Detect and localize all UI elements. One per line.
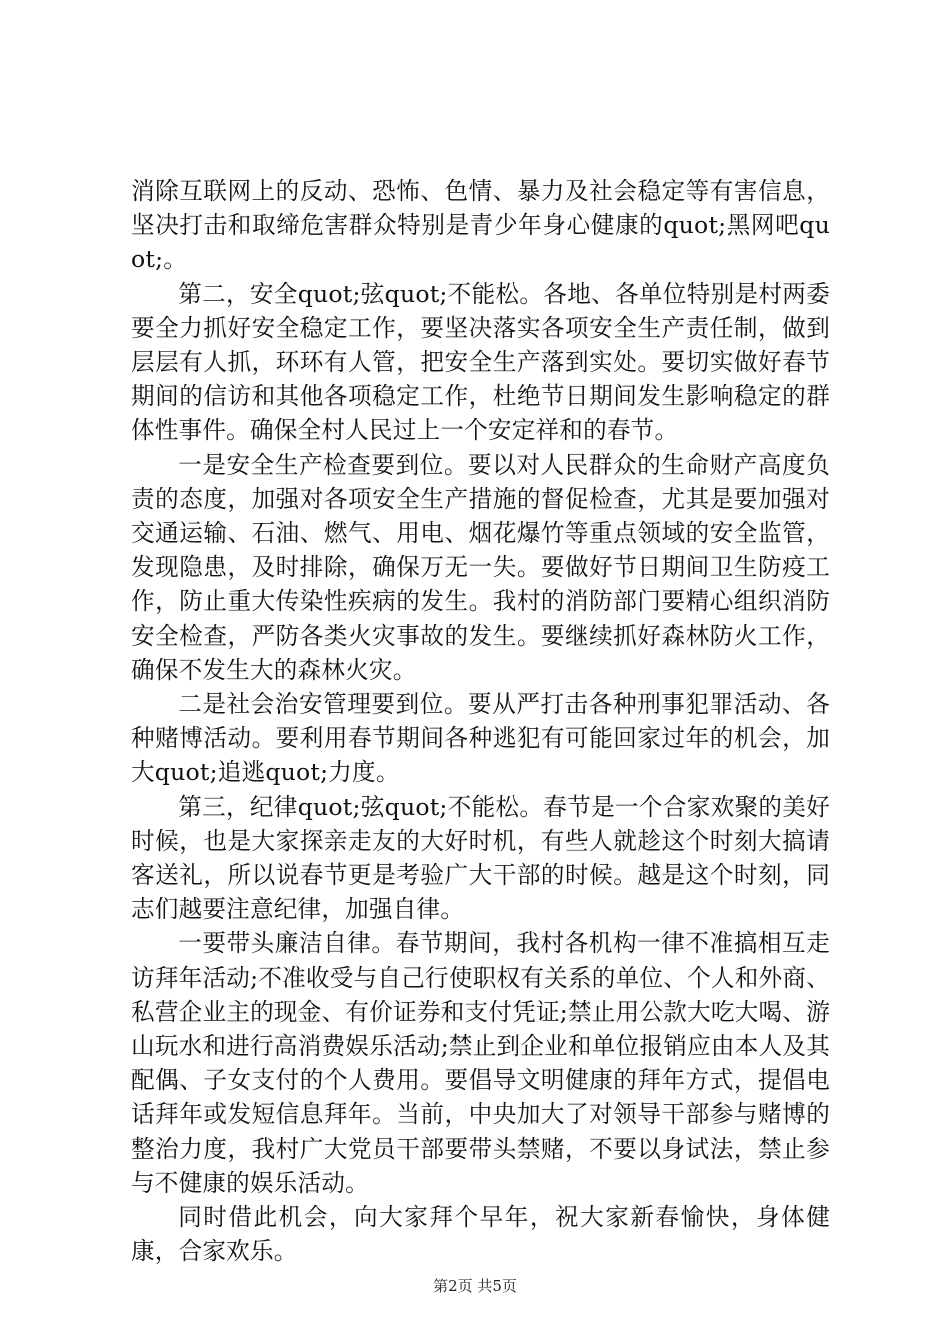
paragraph-1: 消除互联网上的反动、恐怖、色情、暴力及社会稳定等有害信息，坚决打击和取缔危害群众特别是青少年身心健康的quot;黑网吧quot;。 xyxy=(131,177,830,274)
paragraph-5: 第三，纪律quot;弦quot;不能松。春节是一个合家欢聚的美好时候，也是大家探亲走友的大好时机，有些人就趁这个时刻大搞请客送礼，所以说春节更是考验广大干部的时候。越是这个时刻，同志们越要注意纪律，加强自律。 xyxy=(131,792,830,924)
paragraph-6: 一要带头廉洁自律。春节期间，我村各机构一律不准搞相互走访拜年活动;不准收受与自己行使职权有关系的单位、个人和外商、私营企业主的现金、有价证券和支付凭证;禁止用公款大吃大喝、游山玩水和进行高消费娱乐活动;禁止到企业和单位报销应由本人及其配偶、子女支付的个人费用。要倡导文明健康的拜年方式，提倡电话拜年或发短信息拜年。当前，中央加大了对领导干部参与赌博的整治力度，我村广大党员干部要带头禁赌，不要以身试法，禁止参与不健康的娱乐活动。 xyxy=(131,929,830,1197)
paragraph-3: 一是安全生产检查要到位。要以对人民群众的生命财产高度负责的态度，加强对各项安全生产措施的督促检查，尤其是要加强对交通运输、石油、燃气、用电、烟花爆竹等重点领域的安全监管，发现隐患，及时排除，确保万无一失。要做好节日期间卫生防疫工作，防止重大传染性疾病的发生。我村的消防部门要精心组织消防安全检查，严防各类火灾事故的发生。要继续抓好森林防火工作，确保不发生大的森林火灾。 xyxy=(131,450,830,684)
paragraph-4: 二是社会治安管理要到位。要从严打击各种刑事犯罪活动、各种赌博活动。要利用春节期间各种逃犯有可能回家过年的机会，加大quot;追逃quot;力度。 xyxy=(131,690,830,787)
paragraph-2: 第二，安全quot;弦quot;不能松。各地、各单位特别是村两委要全力抓好安全稳定工作，要坚决落实各项安全生产责任制，做到层层有人抓，环环有人管，把安全生产落到实处。要切实做好春节期间的信访和其他各项稳定工作，杜绝节日期间发生影响稳定的群体性事件。确保全村人民过上一个安定祥和的春节。 xyxy=(131,279,830,445)
page-number-footer: 第2页 共5页 xyxy=(433,1277,517,1295)
document-body xyxy=(131,174,830,1269)
paragraph-7: 同时借此机会，向大家拜个早年，祝大家新春愉快，身体健康，合家欢乐。 xyxy=(131,1203,830,1266)
